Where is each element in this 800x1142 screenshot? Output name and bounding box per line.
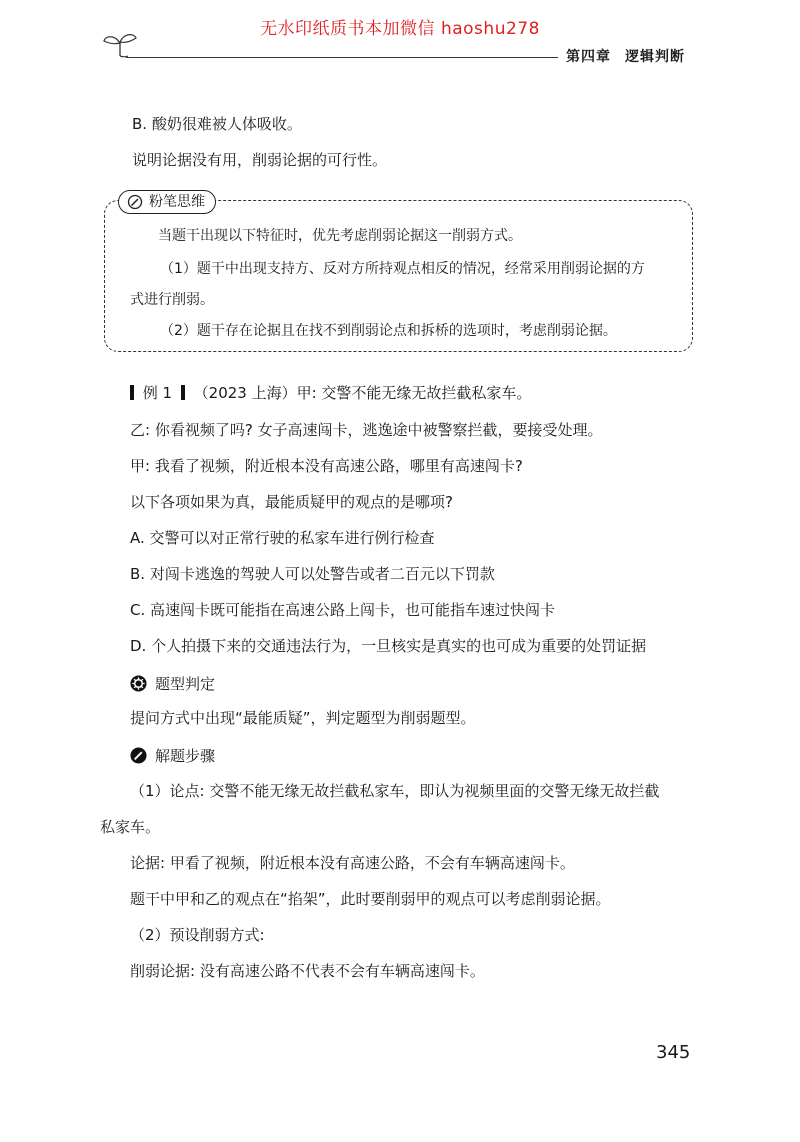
example-source: （2023 上海）甲: 交警不能无缘无故拦截私家车。 (193, 384, 532, 402)
thinking-point-1-cont: 式进行削弱。 (130, 292, 214, 308)
dialogue-yi: 乙: 你看视频了吗? 女子高速闯卡，逃逸途中被警察拦截，要接受处理。 (130, 421, 603, 439)
pencil-icon (130, 747, 147, 764)
type-section-title: 题型判定 (155, 675, 216, 693)
thinking-intro: 当题干出现以下特征时，优先考虑削弱论据这一削弱方式。 (158, 228, 522, 244)
option-b: B. 对闯卡逃逸的驾驶人可以处警告或者二百元以下罚款 (130, 565, 495, 583)
chapter-number: 第四章 (566, 49, 611, 65)
steps-section-heading (130, 745, 215, 766)
option-a: A. 交警可以对正常行驶的私家车进行例行检查 (130, 529, 435, 547)
analysis-text: 题干中甲和乙的观点在“掐架”，此时要削弱甲的观点可以考虑削弱论据。 (130, 890, 611, 908)
chapter-title: 逻辑判断 (625, 49, 685, 65)
dialogue-jia: 甲: 我看了视频，附近根本没有高速公路，哪里有高速闯卡? (130, 457, 523, 475)
pencil-icon (127, 194, 143, 210)
example-label: 例 1 (142, 384, 173, 402)
bracket-left (130, 385, 134, 400)
step-1-text: （1）论点: 交警不能无缘无故拦截私家车，即认为视频里面的交警无缘无故拦截 (130, 782, 660, 800)
weaken-text: 削弱论据: 没有高速公路不代表不会有车辆高速闯卡。 (130, 962, 485, 980)
header-rule (126, 57, 558, 58)
option-c: C. 高速闯卡既可能指在高速公路上闯卡，也可能指车速过快闯卡 (130, 601, 556, 619)
watermark-text: 无水印纸质书本加微信 haoshu278 (260, 19, 540, 39)
explanation-text: 说明论据没有用，削弱论据的可行性。 (132, 151, 388, 169)
type-section-heading (130, 673, 215, 694)
page-number: 345 (656, 1042, 691, 1063)
example-header (130, 382, 531, 404)
thinking-box-title (118, 190, 216, 214)
option-b-text: B. 酸奶很难被人体吸收。 (132, 115, 302, 133)
option-d: D. 个人拍摄下来的交通违法行为，一旦核实是真实的也可成为重要的处罚证据 (130, 637, 647, 655)
question-text: 以下各项如果为真，最能质疑甲的观点的是哪项? (130, 493, 453, 511)
thinking-point-2: （2）题干存在论据且在找不到削弱论点和拆桥的选项时，考虑削弱论据。 (160, 323, 617, 339)
gear-icon (130, 675, 147, 692)
evidence-text: 论据: 甲看了视频，附近根本没有高速公路，不会有车辆高速闯卡。 (130, 854, 575, 872)
step-2-text: （2）预设削弱方式: (130, 926, 265, 944)
bracket-right (181, 385, 185, 400)
steps-section-title: 解题步骤 (155, 747, 216, 765)
sprout-icon (100, 30, 140, 58)
thinking-point-1: （1）题干中出现支持方、反对方所持观点相反的情况，经常采用削弱论据的方 (160, 261, 645, 277)
chapter-header (566, 46, 685, 66)
type-section-text: 提问方式中出现“最能质疑”，判定题型为削弱题型。 (130, 709, 476, 727)
thinking-box-title-label: 粉笔思维 (149, 194, 205, 210)
step-1-cont: 私家车。 (100, 818, 161, 836)
